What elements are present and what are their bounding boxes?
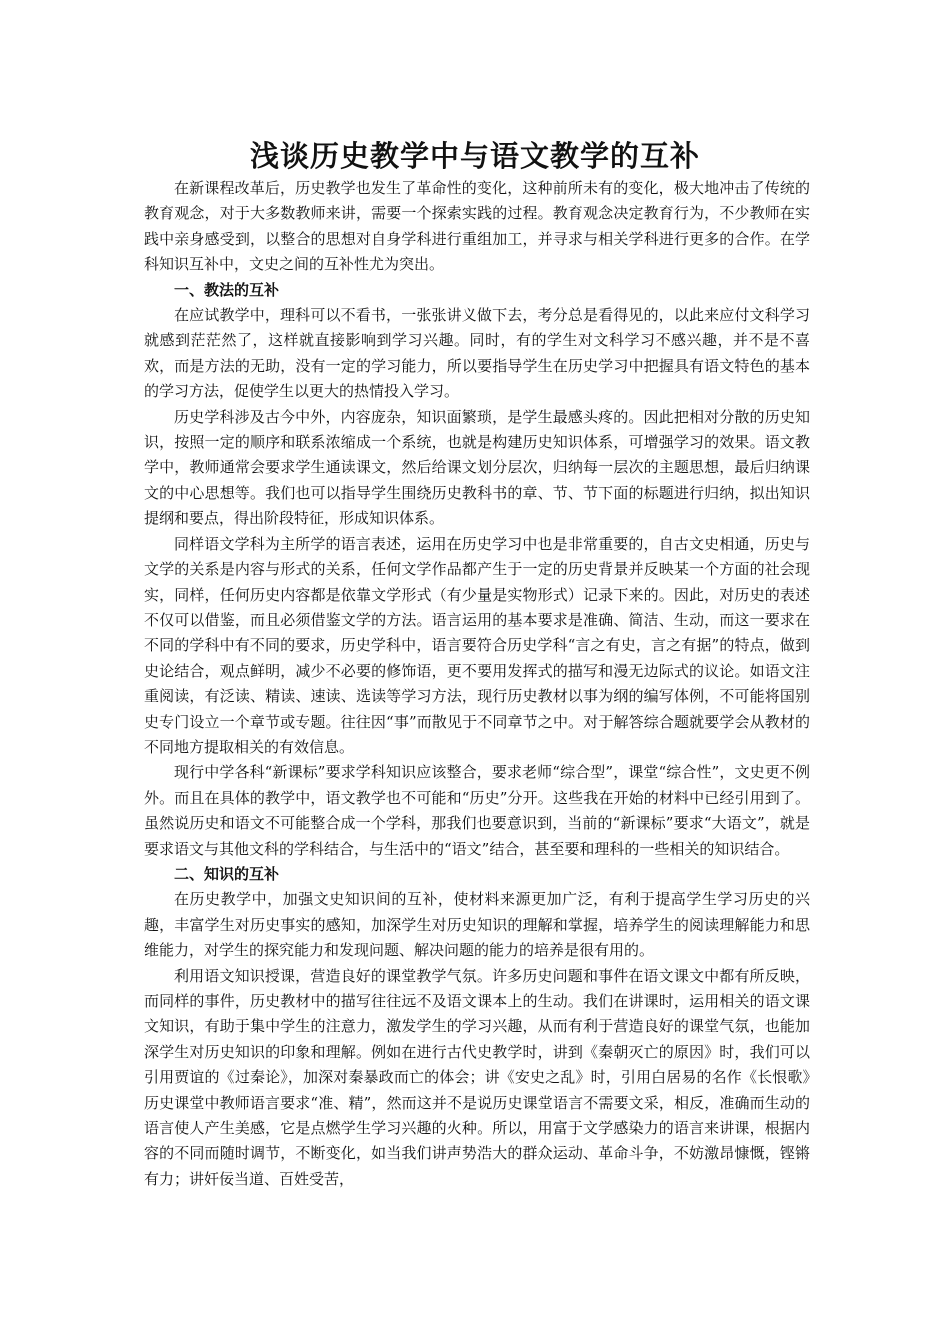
paragraph: 在历史教学中，加强文史知识间的互补，使材料来源更加广泛，有利于提高学生学习历史的兴趣，丰富学生对历史事实的感知，加深学生对历史知识的理解和掌握，培养学生的阅读理解能力和思维能力，对学生的探究能力和发现问题、解决问题的能力的培养是很有用的。	[144, 890, 810, 960]
paragraph: 历史学科涉及古今中外，内容庞杂，知识面繁琐，是学生最感头疼的。因此把相对分散的历史知识，按照一定的顺序和联系浓缩成一个系统，也就是构建历史知识体系，可增强学习的效果。语文教学中，教师通常会要求学生通读课文，然后给课文划分层次，归纳每一层次的主题思想，最后归纳课文的中心思想等。我们也可以指导学生围绕历史教科书的章、节、节下面的标题进行归纳，拟出知识提纲和要点，得出阶段特征，形成知识体系。	[144, 407, 810, 528]
section-heading-2: 二、知识的互补	[174, 864, 280, 883]
paragraph: 同样语文学科为主所学的语言表述，运用在历史学习中也是非常重要的，自古文史相通，历史与文学的关系是内容与形式的关系，任何文学作品都产生于一定的历史背景并反映某一个方面的社会现实，同样，任何历史内容都是依靠文学形式（有少量是实物形式）记录下来的。因此，对历史的表述不仅可以借鉴，而且必须借鉴文学的方法。语言运用的基本要求是准确、简洁、生动，而这一要求在不同的学科中有不同的要求，历史学科中，语言要符合历史学科“言之有史，言之有据”的特点，做到史论结合，观点鲜明，减少不必要的修饰语，更不要用发挥式的描写和漫无边际式的议论。如语文注重阅读，有泛读、精读、速读、选读等学习方法，现行历史教材以事为纲的编写体例，不可能将国别史专门设立一个章节或专题。往往因“事”而散见于不同章节之中。对于解答综合题就要学会从教材的不同地方提取相关的有效信息。	[144, 534, 810, 756]
intro-paragraph: 在新课程改革后，历史教学也发生了革命性的变化，这种前所未有的变化，极大地冲击了传统的教育观念，对于大多数教师来讲，需要一个探索实践的过程。教育观念决定教育行为，不少教师在实践中亲身感受到，以整合的思想对自身学科进行重组加工，并寻求与相关学科进行更多的合作。在学科知识互补中，文史之间的互补性尤为突出。	[144, 179, 810, 274]
document-title: 浅谈历史教学中与语文教学的互补	[249, 139, 700, 173]
paragraph: 在应试教学中，理科可以不看书，一张张讲义做下去，考分总是看得见的，以此来应付文科学习就感到茫茫然了，这样就直接影响到学习兴趣。同时，有的学生对文科学习不感兴趣，并不是不喜欢，而是方法的无助，没有一定的学习能力，所以要指导学生在历史学习中把握具有语文特色的基本的学习方法，促使学生以更大的热情投入学习。	[144, 306, 810, 401]
document-body	[144, 176, 810, 1192]
section-heading-1: 一、教法的互补	[174, 280, 280, 299]
paragraph: 现行中学各科“新课标”要求学科知识应该整合，要求老师“综合型”，课堂“综合性”，文史更不例外。而且在具体的教学中，语文教学也不可能和“历史”分开。这些我在开始的材料中已经引用到了。虽然说历史和语文不可能整合成一个学科，那我们也要意识到，当前的“新课标”要求“大语文”，就是要求语文与其他文科的学科结合，与生活中的“语文”结合，甚至要和理科的一些相关的知识结合。	[144, 763, 810, 858]
paragraph: 利用语文知识授课，营造良好的课堂教学气氛。许多历史问题和事件在语文课文中都有所反映，而同样的事件，历史教材中的描写往往远不及语文课本上的生动。我们在讲课时，运用相关的语文课文知识，有助于集中学生的注意力，激发学生的学习兴趣，从而有利于营造良好的课堂气氛，也能加深学生对历史知识的印象和理解。例如在进行古代史教学时，讲到《秦朝灭亡的原因》时，我们可以引用贾谊的《过秦论》，加深对秦暴政而亡的体会；讲《安史之乱》时，引用白居易的名作《长恨歌》历史课堂中教师语言要求“准、精”，然而这并不是说历史课堂语言不需要文采，相反，准确而生动的语言使人产生美感，它是点燃学生学习兴趣的火种。所以，用富于文学感染力的语言来讲课，根据内容的不同而随时调节，不断变化，如当我们讲声势浩大的群众运动、革命斗争，不妨激昂慷慨，铿锵有力；讲奸佞当道、百姓受苦，	[144, 966, 810, 1188]
